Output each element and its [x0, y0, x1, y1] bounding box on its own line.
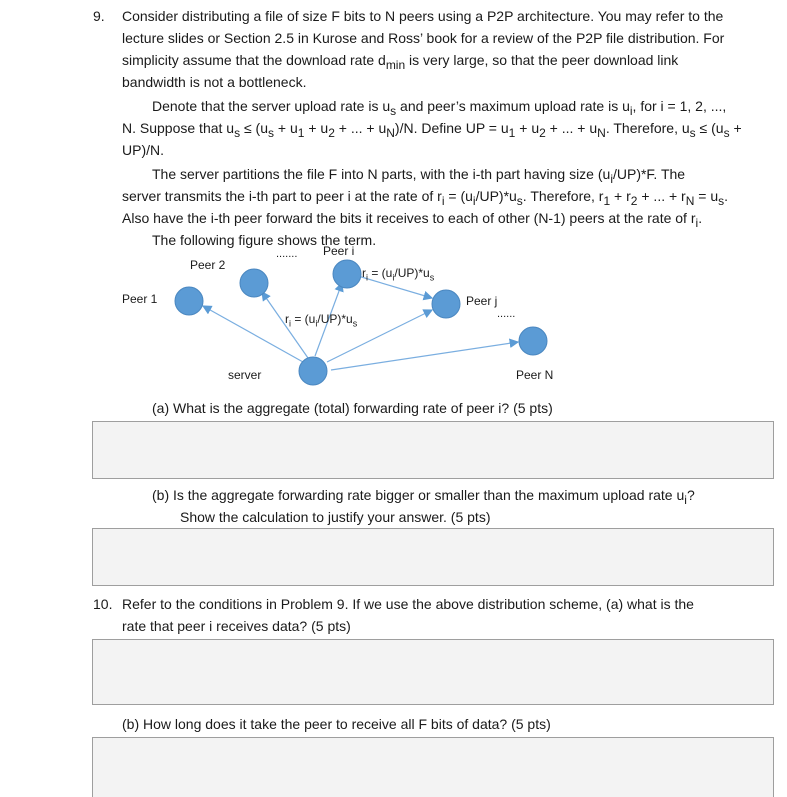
problem-10-line-2: rate that peer i receives data? (5 pts) [122, 618, 351, 634]
problem-9-line-4: bandwidth is not a bottleneck. [122, 74, 307, 90]
peer2-label: Peer 2 [190, 258, 226, 272]
peerN-label: Peer N [516, 368, 554, 382]
problem-9-line-8: The server partitions the file F into N parts, with the i-th part having size $(u_i/UP)*F$. The [152, 166, 686, 186]
question-10b: (b) How long does it take the peer to receive all F bits of data? (5 pts) [122, 716, 551, 732]
peerj-label: Peer j [466, 294, 498, 308]
problem-9-number: 9. [93, 8, 105, 24]
problem-9-line-1: Consider distributing a file of size F bits to N peers using a P2P architecture. You may refer to the [122, 8, 724, 24]
top-dots: ....... [276, 248, 298, 260]
question-9b-line-1: (b) Is the aggregate forwarding rate bigger or smaller than the maximum upload rate $u_i$? [152, 487, 695, 507]
problem-9-line-9: server transmits the i-th part to peer i at the rate of $r_i = (u_i/UP)*u_s$. Therefore, $r_1 + r_2$ + ... + $r_N = u_s$. [122, 188, 729, 208]
answer-box-10b[interactable] [92, 737, 774, 797]
right-dots: ...... [497, 308, 516, 320]
peer1-node [175, 287, 203, 315]
question-9b-line-2: Show the calculation to justify your answer. (5 pts) [180, 509, 491, 525]
peerj-node [432, 290, 460, 318]
answer-box-9a[interactable] [92, 421, 774, 479]
question-9a: (a) What is the aggregate (total) forwarding rate of peer i? (5 pts) [152, 400, 553, 416]
problem-9-line-7: UP)/N. [122, 142, 164, 158]
problem-9-line-10: Also have the i-th peer forward the bits it receives to each of other (N-1) peers at the rate of $r_i$. [122, 210, 703, 230]
peerN-node [519, 327, 547, 355]
peeri-label: Peer i [323, 244, 355, 258]
answer-box-10a[interactable] [92, 639, 774, 705]
server-label: server [228, 368, 262, 382]
problem-10-number: 10. [93, 596, 113, 612]
problem-10-line-1: Refer to the conditions in Problem 9. If we use the above distribution scheme, (a) what is the [122, 596, 694, 612]
server-node [299, 357, 327, 385]
peeri-node [333, 260, 361, 288]
rate-mid-label: $r_i = (u_i/UP)*u_s$ [285, 312, 358, 329]
problem-9-line-11: The following figure shows the term. [152, 232, 377, 248]
problem-9-line-3: simplicity assume that the download rate $d_{min}$ is very large, so that the peer download link [122, 52, 679, 72]
rate-top-label: $r_i = (u_i/UP)*u_s$ [362, 266, 435, 283]
problem-9-line-6: N. Suppose that $u_s \le (u_s + u_1 + u_2$ + ... + $u_N)/N$. Define UP = $u_1 + u_2$ + ... + $u_N$. Therefore, $u_s \le (u_s$ + [122, 120, 742, 140]
problem-9-line-2: lecture slides or Section 2.5 in Kurose and Ross’ book for a review of the P2P file distribution. For [122, 30, 725, 46]
peer1-label: Peer 1 [122, 292, 158, 306]
answer-box-9b[interactable] [92, 528, 774, 586]
problem-9-line-5: Denote that the server upload rate is $u_s$ and peer’s maximum upload rate is $u_i$, for i = 1, 2, ..., [152, 98, 727, 118]
peer2-node [240, 269, 268, 297]
